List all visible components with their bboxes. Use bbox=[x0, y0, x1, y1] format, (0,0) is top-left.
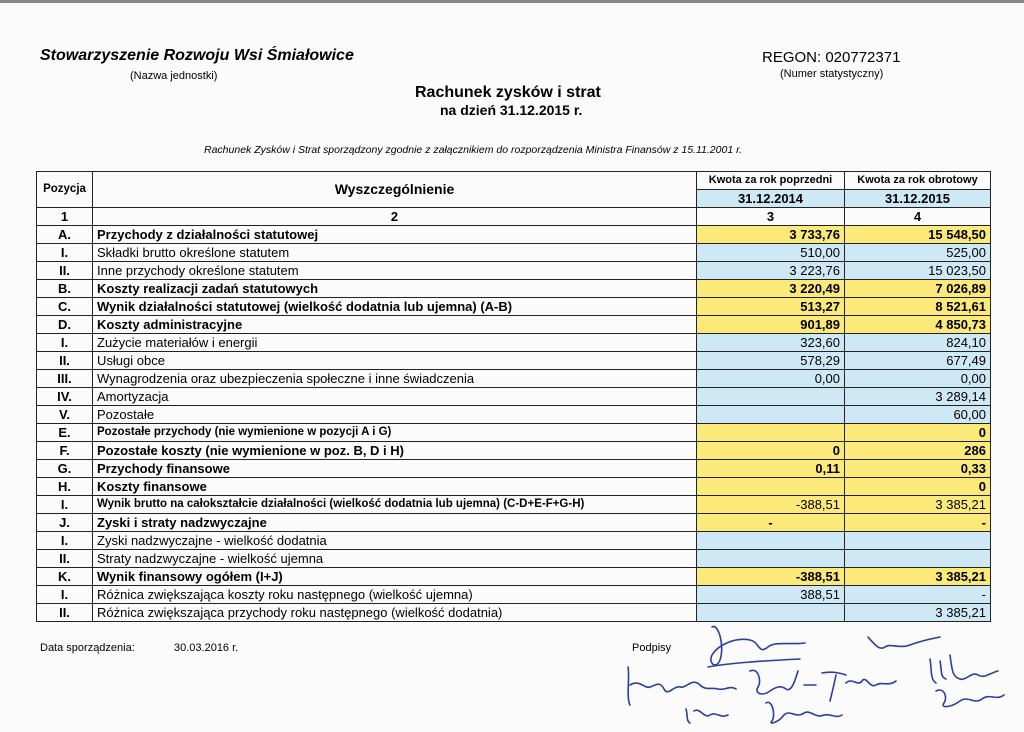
row-description: Zyski nadzwyczajne - wielkość dodatnia bbox=[93, 532, 697, 550]
row-description: Pozostałe bbox=[93, 406, 697, 424]
row-description: Wynik działalności statutowej (wielkość dodatnia lub ujemna) (A-B) bbox=[93, 298, 697, 316]
row-position: I. bbox=[37, 334, 93, 352]
row-current-year-value: 3 289,14 bbox=[845, 388, 991, 406]
table-row bbox=[37, 334, 991, 352]
row-position: J. bbox=[37, 514, 93, 532]
income-statement-table bbox=[36, 171, 991, 622]
table-row bbox=[37, 370, 991, 388]
row-description: Inne przychody określone statutem bbox=[93, 262, 697, 280]
table-row bbox=[37, 424, 991, 442]
column-header-position: Pozycja bbox=[37, 172, 93, 208]
row-previous-year-value bbox=[697, 478, 845, 496]
row-previous-year-value: 901,89 bbox=[697, 316, 845, 334]
column-number-row bbox=[37, 208, 991, 226]
table-row bbox=[37, 352, 991, 370]
row-description: Pozostałe koszty (nie wymienione w poz. B, D i H) bbox=[93, 442, 697, 460]
row-previous-year-value bbox=[697, 532, 845, 550]
table-row bbox=[37, 532, 991, 550]
row-position: II. bbox=[37, 604, 93, 622]
table-row bbox=[37, 442, 991, 460]
row-previous-year-value bbox=[697, 550, 845, 568]
table-row bbox=[37, 316, 991, 334]
row-description: Koszty realizacji zadań statutowych bbox=[93, 280, 697, 298]
row-current-year-value: 0,33 bbox=[845, 460, 991, 478]
regulation-note: Rachunek Zysków i Strat sporządzony zgodnie z załącznikiem do rozporządzenia Ministra Finansów z 15.11.2001 r. bbox=[204, 144, 743, 156]
row-position: I. bbox=[37, 532, 93, 550]
column-number: 1 bbox=[37, 208, 93, 226]
row-current-year-value: 286 bbox=[845, 442, 991, 460]
regon-number: REGON: 020772371 bbox=[762, 49, 901, 66]
row-description: Przychody finansowe bbox=[93, 460, 697, 478]
row-description: Koszty finansowe bbox=[93, 478, 697, 496]
row-previous-year-value: 0,11 bbox=[697, 460, 845, 478]
row-previous-year-value bbox=[697, 424, 845, 442]
row-position: A. bbox=[37, 226, 93, 244]
column-header-current-year: Kwota za rok obrotowy bbox=[845, 172, 991, 190]
row-description: Pozostałe przychody (nie wymienione w pozycji A i G) bbox=[93, 424, 697, 442]
table-row bbox=[37, 514, 991, 532]
column-header-previous-year: Kwota za rok poprzedni bbox=[697, 172, 845, 190]
table-row bbox=[37, 478, 991, 496]
row-position: I. bbox=[37, 586, 93, 604]
table-row bbox=[37, 226, 991, 244]
row-description: Usługi obce bbox=[93, 352, 697, 370]
row-current-year-value: 60,00 bbox=[845, 406, 991, 424]
row-previous-year-value: 513,27 bbox=[697, 298, 845, 316]
column-number: 4 bbox=[845, 208, 991, 226]
row-previous-year-value bbox=[697, 406, 845, 424]
row-current-year-value: 525,00 bbox=[845, 244, 991, 262]
table-row bbox=[37, 550, 991, 568]
row-position: V. bbox=[37, 406, 93, 424]
row-current-year-value: 15 023,50 bbox=[845, 262, 991, 280]
row-current-year-value: 3 385,21 bbox=[845, 496, 991, 514]
document-subtitle: na dzień 31.12.2015 r. bbox=[440, 102, 583, 118]
table-row bbox=[37, 568, 991, 586]
column-number: 2 bbox=[93, 208, 697, 226]
row-previous-year-value: -388,51 bbox=[697, 568, 845, 586]
row-description: Wynagrodzenia oraz ubezpieczenia społeczne i inne świadczenia bbox=[93, 370, 697, 388]
header-row bbox=[37, 172, 991, 190]
row-description: Różnica zwiększająca przychody roku następnego (wielkość dodatnia) bbox=[93, 604, 697, 622]
organization-caption: (Nazwa jednostki) bbox=[130, 70, 218, 82]
top-rule bbox=[0, 0, 1024, 3]
row-previous-year-value: - bbox=[697, 514, 845, 532]
row-position: K. bbox=[37, 568, 93, 586]
row-position: III. bbox=[37, 370, 93, 388]
row-previous-year-value: 0,00 bbox=[697, 370, 845, 388]
row-previous-year-value: 3 223,76 bbox=[697, 262, 845, 280]
row-previous-year-value: -388,51 bbox=[697, 496, 845, 514]
table-row bbox=[37, 586, 991, 604]
table-row bbox=[37, 262, 991, 280]
row-description: Wynik brutto na całokształcie działalności (wielkość dodatnia lub ujemna) (C-D+E-F+G-H) bbox=[93, 496, 697, 514]
organization-name: Stowarzyszenie Rozwoju Wsi Śmiałowice bbox=[40, 47, 354, 64]
row-description: Straty nadzwyczajne - wielkość ujemna bbox=[93, 550, 697, 568]
row-current-year-value: 3 385,21 bbox=[845, 568, 991, 586]
row-previous-year-value: 578,29 bbox=[697, 352, 845, 370]
row-current-year-value: - bbox=[845, 514, 991, 532]
row-current-year-value: 0 bbox=[845, 478, 991, 496]
row-current-year-value: 15 548,50 bbox=[845, 226, 991, 244]
date-value: 30.03.2016 r. bbox=[174, 642, 239, 654]
table-row bbox=[37, 298, 991, 316]
row-previous-year-value: 3 220,49 bbox=[697, 280, 845, 298]
handwritten-signatures bbox=[600, 615, 1020, 730]
row-previous-year-value: 510,00 bbox=[697, 244, 845, 262]
row-position: I. bbox=[37, 244, 93, 262]
row-description: Różnica zwiększająca koszty roku następnego (wielkość ujemna) bbox=[93, 586, 697, 604]
row-current-year-value: - bbox=[845, 586, 991, 604]
row-position: E. bbox=[37, 424, 93, 442]
document-title: Rachunek zysków i strat bbox=[415, 84, 601, 101]
current-year-date: 31.12.2015 bbox=[845, 190, 991, 208]
date-label: Data sporządzenia: bbox=[40, 642, 135, 654]
row-description: Zyski i straty nadzwyczajne bbox=[93, 514, 697, 532]
row-position: G. bbox=[37, 460, 93, 478]
row-previous-year-value: 3 733,76 bbox=[697, 226, 845, 244]
row-position: II. bbox=[37, 550, 93, 568]
table-row bbox=[37, 496, 991, 514]
row-position: H. bbox=[37, 478, 93, 496]
table-row bbox=[37, 460, 991, 478]
row-position: B. bbox=[37, 280, 93, 298]
row-previous-year-value: 323,60 bbox=[697, 334, 845, 352]
row-position: II. bbox=[37, 352, 93, 370]
table-row bbox=[37, 244, 991, 262]
previous-year-date: 31.12.2014 bbox=[697, 190, 845, 208]
row-current-year-value: 824,10 bbox=[845, 334, 991, 352]
row-current-year-value: 7 026,89 bbox=[845, 280, 991, 298]
row-position: D. bbox=[37, 316, 93, 334]
regon-caption: (Numer statystyczny) bbox=[780, 68, 884, 80]
row-current-year-value bbox=[845, 532, 991, 550]
row-description: Składki brutto określone statutem bbox=[93, 244, 697, 262]
row-previous-year-value: 0 bbox=[697, 442, 845, 460]
row-description: Przychody z działalności statutowej bbox=[93, 226, 697, 244]
signatures-label: Podpisy bbox=[632, 642, 672, 654]
row-description: Zużycie materiałów i energii bbox=[93, 334, 697, 352]
row-current-year-value: 8 521,61 bbox=[845, 298, 991, 316]
row-current-year-value: 677,49 bbox=[845, 352, 991, 370]
row-position: IV. bbox=[37, 388, 93, 406]
row-previous-year-value bbox=[697, 388, 845, 406]
row-description: Wynik finansowy ogółem (I+J) bbox=[93, 568, 697, 586]
table-row bbox=[37, 280, 991, 298]
row-current-year-value: 4 850,73 bbox=[845, 316, 991, 334]
row-position: C. bbox=[37, 298, 93, 316]
row-description: Koszty administracyjne bbox=[93, 316, 697, 334]
row-previous-year-value: 388,51 bbox=[697, 586, 845, 604]
row-position: I. bbox=[37, 496, 93, 514]
row-current-year-value bbox=[845, 550, 991, 568]
column-number: 3 bbox=[697, 208, 845, 226]
row-current-year-value: 0 bbox=[845, 424, 991, 442]
row-description: Amortyzacja bbox=[93, 388, 697, 406]
row-position: II. bbox=[37, 262, 93, 280]
row-position: F. bbox=[37, 442, 93, 460]
table-row bbox=[37, 388, 991, 406]
row-current-year-value: 0,00 bbox=[845, 370, 991, 388]
column-header-description: Wyszczególnienie bbox=[93, 172, 697, 208]
table-row bbox=[37, 406, 991, 424]
row-current-year-value: 3 385,21 bbox=[845, 604, 991, 622]
